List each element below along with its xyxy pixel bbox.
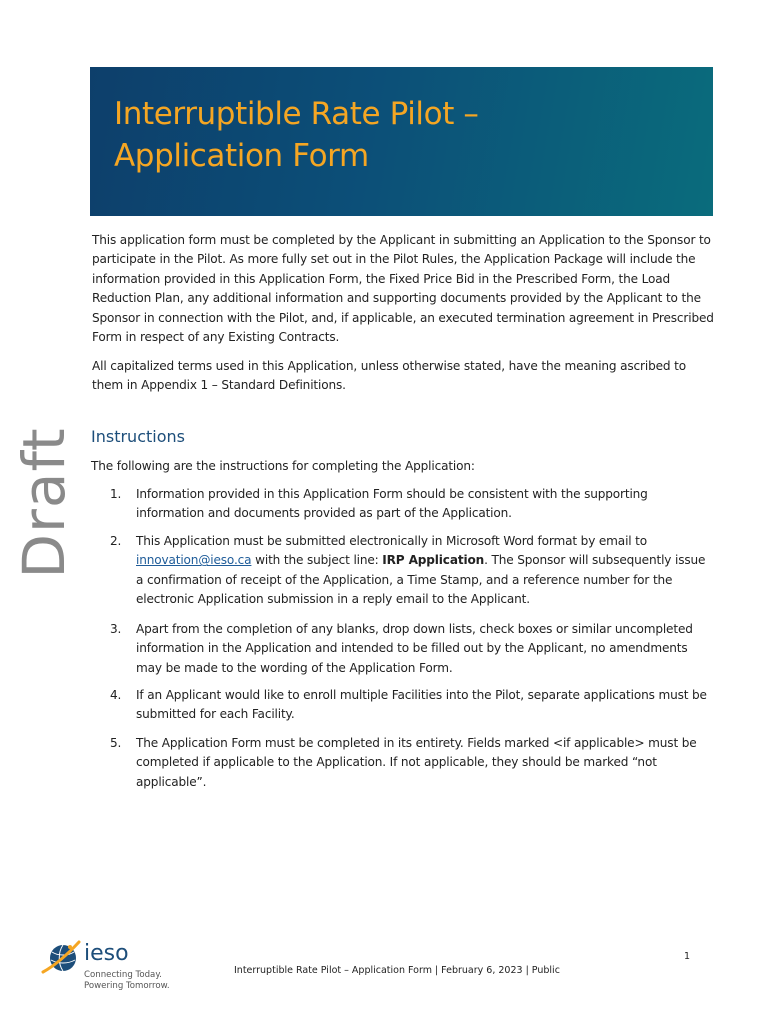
instruction-text: Information provided in this Application Form should be consistent with the supporting information and documents provided as part of the Application. <box>136 487 648 521</box>
instruction-item <box>110 620 710 678</box>
instruction-text-part: with the subject line: <box>251 553 383 568</box>
page-number: 1 <box>684 951 691 962</box>
document-title <box>114 93 479 177</box>
logo-wordmark: ieso <box>84 941 129 966</box>
instruction-text: The Application Form must be completed in its entirety. Fields marked <if applicable> must be completed if applicable to the Application. If not applicable, they should be marked “not applicable”. <box>136 736 697 789</box>
ieso-logo <box>40 938 180 998</box>
draft-watermark: Draft <box>10 427 78 579</box>
instruction-number: 3. <box>110 622 122 636</box>
instruction-number: 5. <box>110 736 122 750</box>
instruction-item <box>110 532 710 610</box>
document-title-line1: Interruptible Rate Pilot – <box>114 96 479 132</box>
instruction-text: Apart from the completion of any blanks, drop down lists, check boxes or similar uncompleted information in the Application and intended to be filled out by the Applicant, no amendments may be made to the wording of the Application Form. <box>136 622 693 675</box>
page-footer: Interruptible Rate Pilot – Application Form | February 6, 2023 | Public <box>234 965 560 976</box>
instruction-item <box>110 734 710 792</box>
instruction-text <box>136 532 710 610</box>
title-banner <box>90 67 713 216</box>
intro-paragraph: This application form must be completed by the Applicant in submitting an Application to the Sponsor to participate in the Pilot. As more fully set out in the Pilot Rules, the Application Package will include the information provided in this Application Form, the Fixed Price Bid in the Prescribed Form, the Load Reduction Plan, any additional information and supporting documents provided by the Applicant to the Sponsor in connection with the Pilot, and, if applicable, an executed termination agreement in Prescribed Form in respect of any Existing Contracts. <box>92 233 714 345</box>
globe-icon <box>40 938 82 980</box>
definitions-paragraph: All capitalized terms used in this Application, unless otherwise stated, have the meaning ascribed to them in Appendix 1 – Standard Definitions. <box>92 359 686 393</box>
logo-tagline <box>84 970 170 992</box>
instruction-text: If an Applicant would like to enroll multiple Facilities into the Pilot, separate applications must be submitted for each Facility. <box>136 688 707 722</box>
instruction-item <box>110 485 710 524</box>
instruction-text-part: This Application must be submitted electronically in Microsoft Word format by email to <box>136 534 648 548</box>
instruction-number: 2. <box>110 534 122 548</box>
email-link[interactable]: innovation@ieso.ca <box>136 553 252 568</box>
instructions-lead: The following are the instructions for completing the Application: <box>91 459 475 473</box>
instruction-text-part: . The Sponsor will subsequently issue a confirmation of receipt of the Application, a Time Stamp, and a reference number for the electronic Application submission in a reply email to the Applicant. <box>136 553 706 607</box>
instruction-item <box>110 686 710 725</box>
tagline-line2: Powering Tomorrow. <box>84 981 170 991</box>
document-title-line2: Application Form <box>114 138 369 174</box>
tagline-line1: Connecting Today. <box>84 970 162 980</box>
instructions-heading: Instructions <box>91 427 185 446</box>
instruction-number: 4. <box>110 688 122 702</box>
subject-line-bold: IRP Application <box>382 553 485 568</box>
instruction-number: 1. <box>110 487 122 501</box>
